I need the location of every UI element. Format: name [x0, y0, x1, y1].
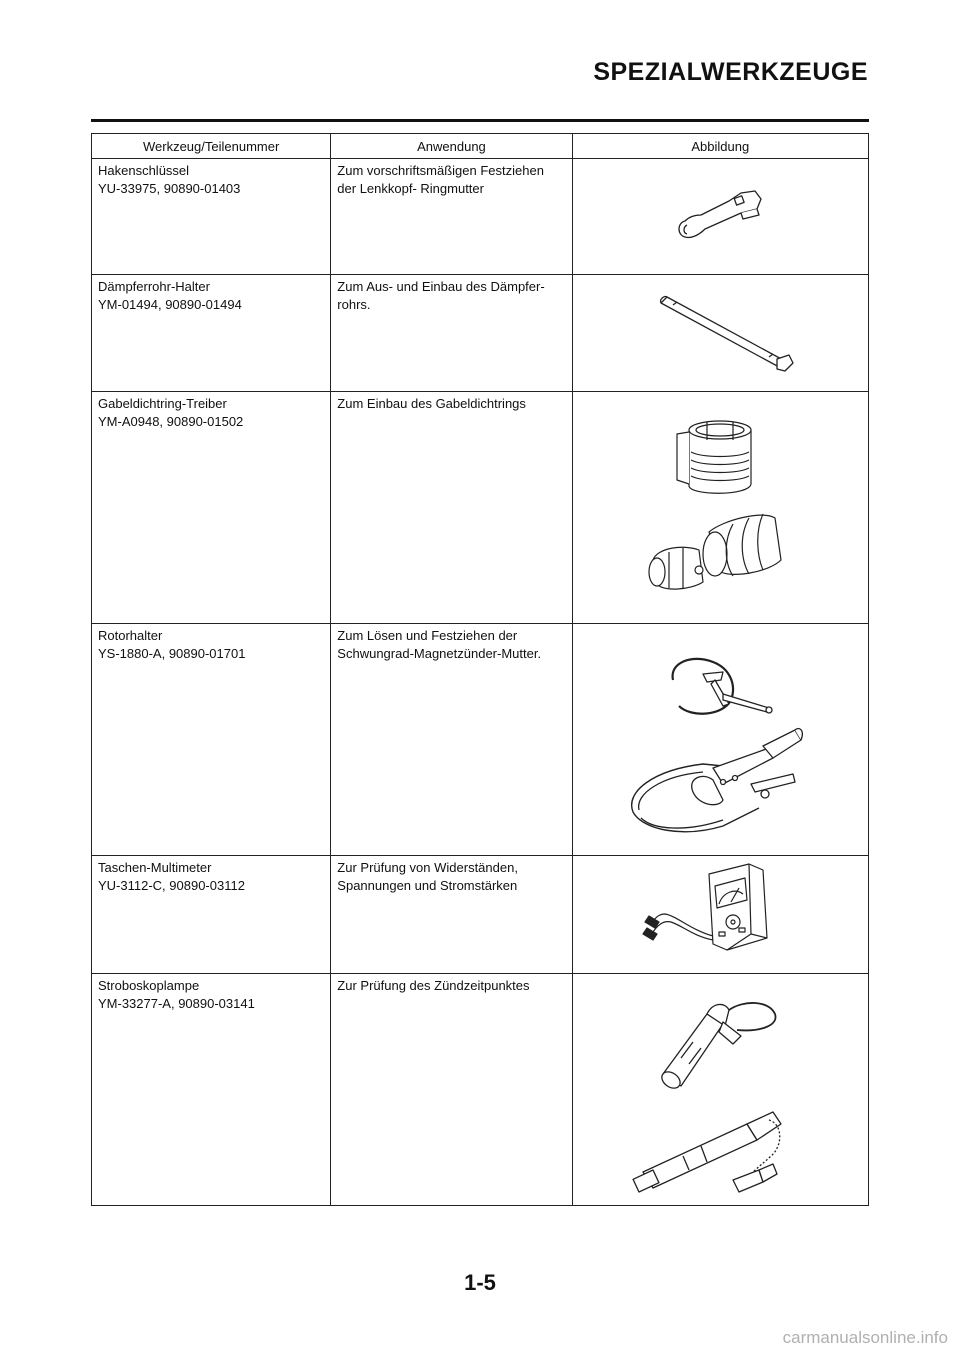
table-row [92, 159, 869, 275]
hook-wrench-icon [573, 159, 869, 275]
usage-cell [331, 275, 572, 392]
usage-text: Zum Aus- und Einbau des Dämpfer- [337, 279, 545, 294]
usage-cell [331, 856, 572, 974]
timing-light-icon [573, 974, 869, 1206]
usage-cell [331, 624, 572, 856]
tool-cell [92, 856, 331, 974]
illustration-cell [572, 624, 868, 856]
tool-cell [92, 624, 331, 856]
illustration-cell [572, 275, 868, 392]
tool-cell [92, 159, 331, 275]
damper-rod-holder-icon [573, 275, 869, 392]
part-numbers: YU-33975, 90890-01403 [98, 181, 241, 196]
part-numbers: YS-1880-A, 90890-01701 [98, 646, 246, 661]
part-numbers: YM-01494, 90890-01494 [98, 297, 242, 312]
table-row [92, 624, 869, 856]
tool-name: Rotorhalter [98, 628, 163, 643]
tool-name: Taschen-Multimeter [98, 860, 212, 875]
usage-text: Zum Einbau des Gabeldichtrings [337, 396, 526, 411]
usage-text: rohrs. [337, 297, 371, 312]
watermark[interactable]: carmanualsonline.info [782, 1328, 948, 1347]
tool-name: Gabeldichtring-Treiber [98, 396, 227, 411]
tool-cell [92, 974, 331, 1206]
table-row [92, 974, 869, 1206]
table-row [92, 275, 869, 392]
usage-cell [331, 392, 572, 624]
column-header-tool: Werkzeug/Teilenummer [92, 134, 331, 159]
page-title: SPEZIALWERKZEUGE [593, 58, 868, 86]
table-row [92, 392, 869, 624]
usage-cell [331, 974, 572, 1206]
tool-name: Stroboskoplampe [98, 978, 200, 993]
illustration-cell [572, 974, 868, 1206]
usage-text: Zum Lösen und Festziehen der [337, 628, 518, 643]
column-header-usage: Anwendung [331, 134, 572, 159]
table-row [92, 856, 869, 974]
usage-cell [331, 159, 572, 275]
illustration-cell [572, 159, 868, 275]
part-numbers: YM-A0948, 90890-01502 [98, 414, 244, 429]
illustration-cell [572, 392, 868, 624]
illustration-cell [572, 856, 868, 974]
tool-cell [92, 275, 331, 392]
tool-cell [92, 392, 331, 624]
part-numbers: YU-3112-C, 90890-03112 [98, 878, 245, 893]
column-header-illustration: Abbildung [572, 134, 868, 159]
usage-text: Zur Prüfung des Zündzeitpunktes [337, 978, 530, 993]
page-number: 1-5 [464, 1270, 496, 1295]
tool-name: Hakenschlüssel [98, 163, 190, 178]
usage-text: Zur Prüfung von Widerständen, [337, 860, 518, 875]
usage-text: Spannungen und Stromstärken [337, 878, 518, 893]
part-numbers: YM-33277-A, 90890-03141 [98, 996, 255, 1011]
pocket-multimeter-icon [573, 856, 869, 974]
table-header-row [92, 134, 869, 159]
rotor-holder-icon [573, 624, 869, 856]
usage-text: Zum vorschriftsmäßigen Festziehen [337, 163, 544, 178]
usage-text: Schwungrad-Magnetzünder-Mutter. [337, 646, 542, 661]
tool-name: Dämpferrohr-Halter [98, 279, 210, 294]
usage-text: der Lenkkopf- Ringmutter [337, 181, 484, 196]
special-tools-table [91, 133, 869, 1206]
title-rule [91, 119, 869, 122]
fork-seal-driver-icon [573, 392, 869, 624]
